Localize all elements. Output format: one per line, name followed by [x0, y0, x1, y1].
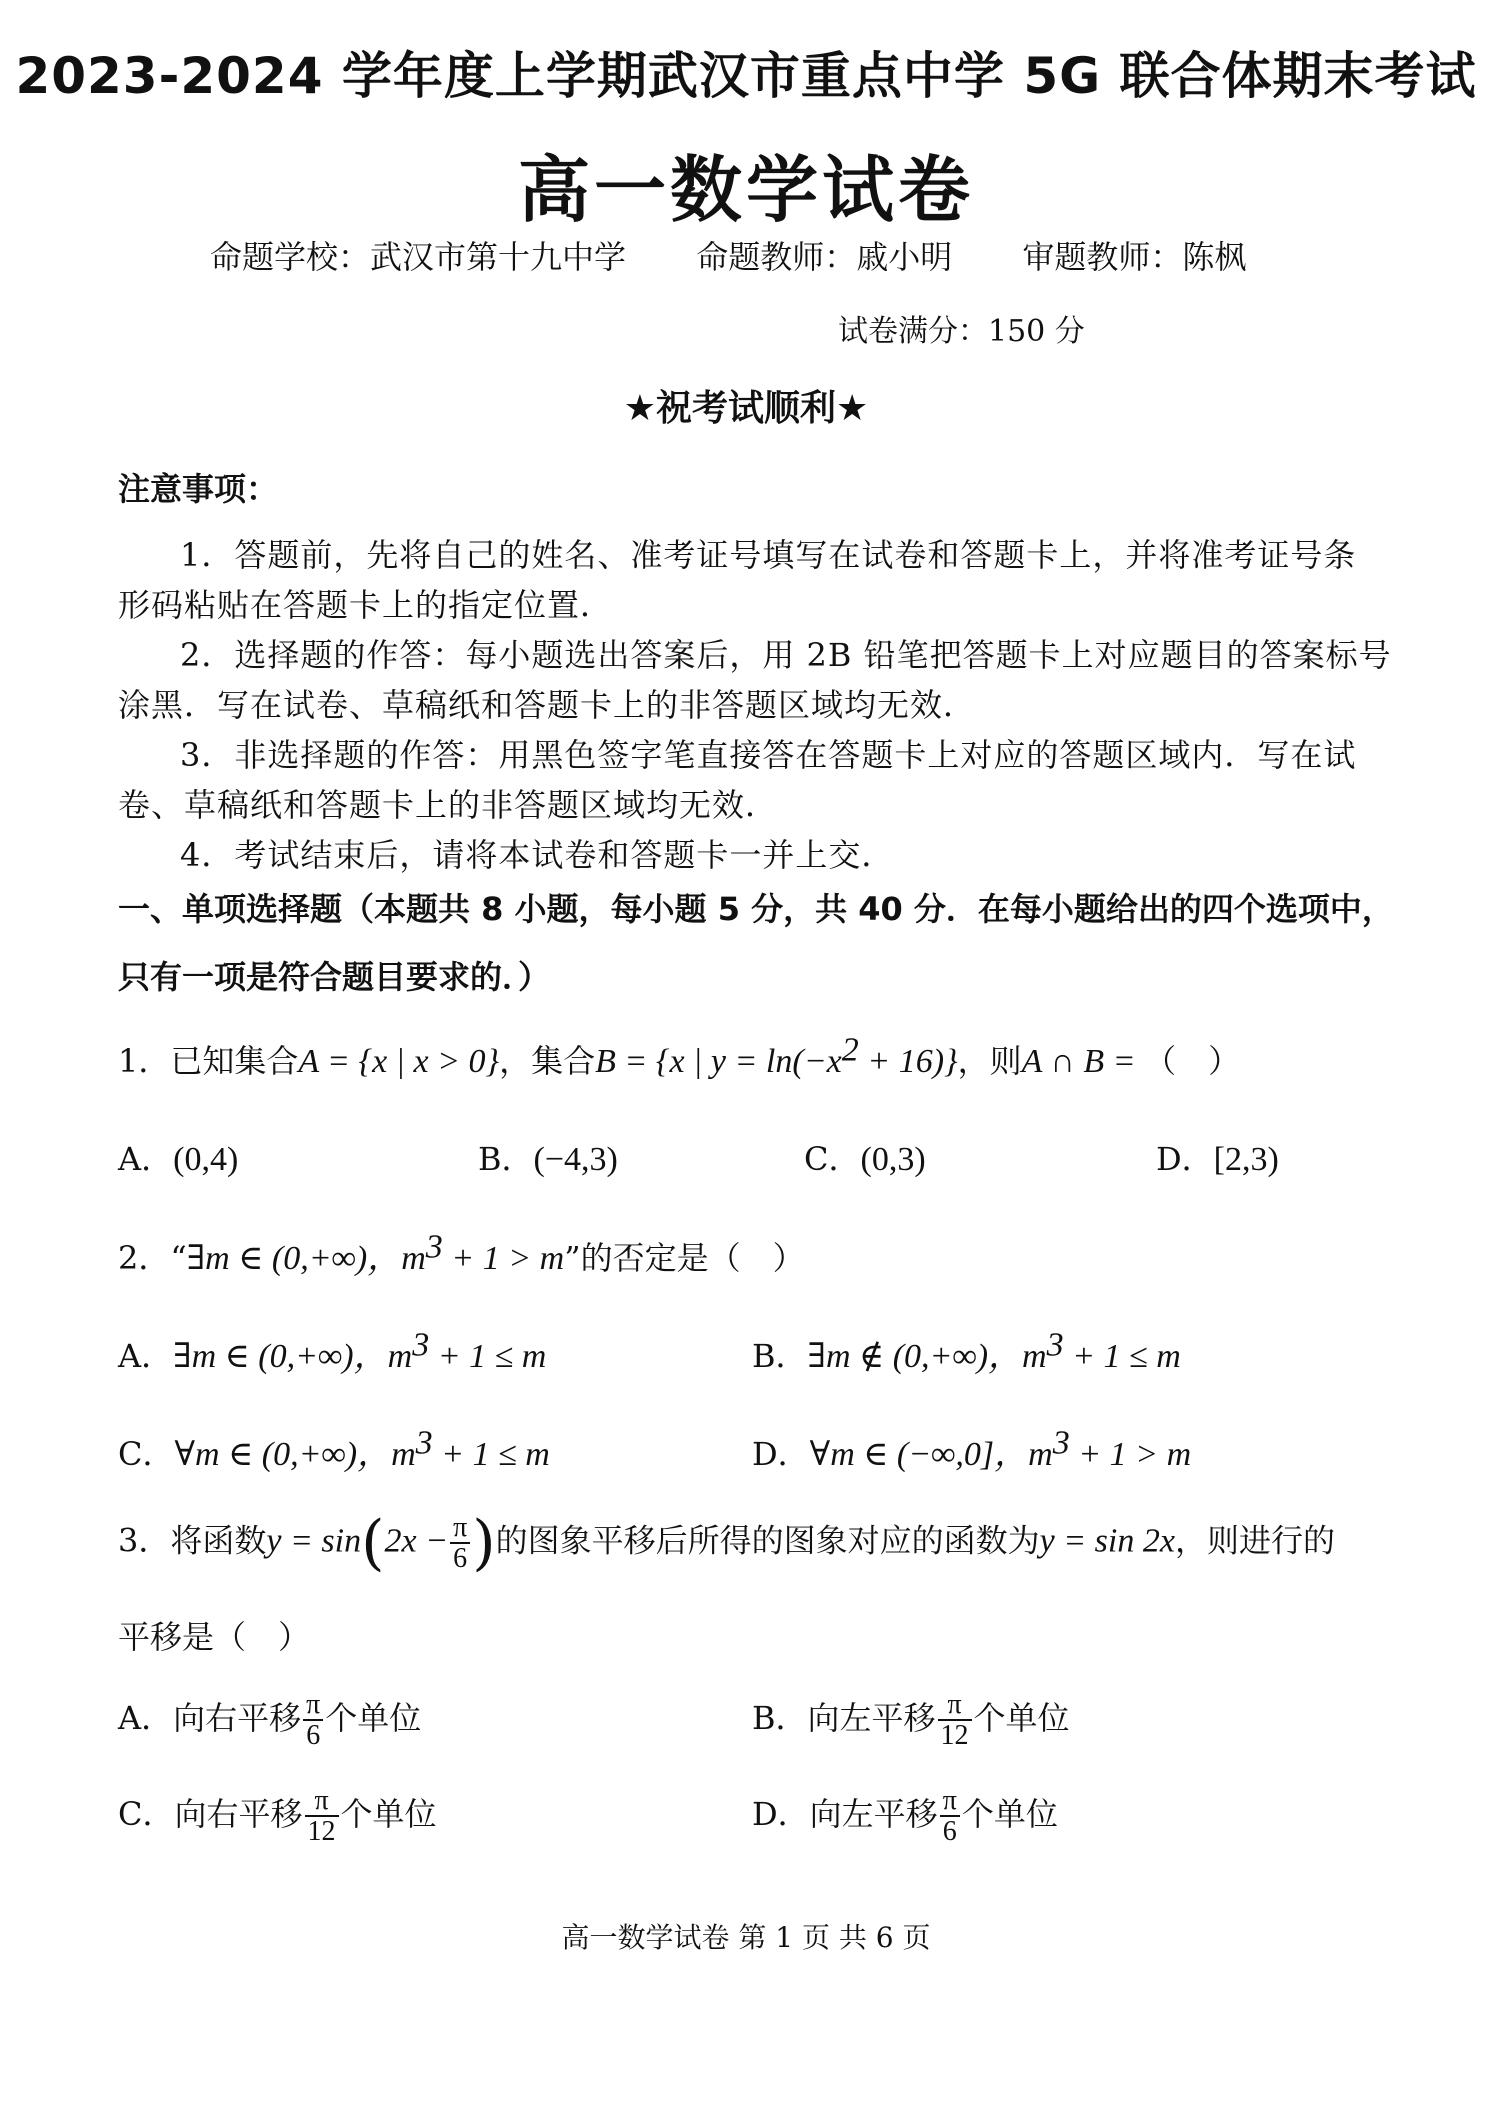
math-expression: + 16)}: [858, 1043, 958, 1080]
option-text: 向右平移: [173, 1698, 302, 1737]
fraction-numerator: π: [450, 1513, 470, 1544]
option-a: [118, 1328, 546, 1377]
math-expression: 2x −: [384, 1522, 449, 1560]
question-2: [118, 1230, 805, 1279]
option-value: m: [1022, 1338, 1047, 1375]
option-b: [752, 1690, 1070, 1751]
option-value: ∀m ∈ (0,+∞)，: [174, 1436, 392, 1473]
setter-teacher: 命题教师：戚小明: [696, 238, 953, 276]
question-text: 1．已知集合: [118, 1042, 299, 1080]
fraction-denominator: 6: [306, 1720, 321, 1752]
option-value: m: [1028, 1436, 1053, 1473]
option-a: [118, 1690, 421, 1751]
option-letter: B．: [478, 1140, 534, 1178]
notice-line: 2．选择题的作答：每小题选出答案后，用 2B 铅笔把答题卡上对应题目的答案标号: [180, 636, 1392, 674]
option-d: [752, 1786, 1058, 1847]
fraction: [450, 1513, 470, 1574]
math-expression: B = {x | y = ln(−x: [595, 1043, 842, 1080]
page-footer: 高一数学试卷 第 1 页 共 6 页: [561, 1921, 931, 1954]
exponent: 2: [841, 1031, 859, 1069]
fraction-numerator: π: [305, 1786, 339, 1817]
option-b: [478, 1134, 618, 1180]
option-value: + 1 > m: [1069, 1436, 1192, 1473]
option-value: (−4,3): [533, 1141, 618, 1178]
option-text: 个单位: [973, 1698, 1070, 1737]
fraction: [305, 1786, 339, 1847]
option-text: 向右平移: [174, 1794, 303, 1833]
math-expression: y = sin: [266, 1522, 362, 1560]
question-text: 2．“: [118, 1239, 187, 1277]
question-text: ，则进行的: [1174, 1521, 1335, 1560]
math-expression: A ∩ B =: [1021, 1043, 1145, 1080]
fraction-numerator: π: [938, 1690, 972, 1721]
fraction-numerator: π: [303, 1690, 323, 1721]
question-text: 的图象平移后所得的图象对应的函数为: [495, 1521, 1040, 1560]
question-1: [118, 1031, 1241, 1082]
option-text: 向左平移: [809, 1794, 938, 1833]
option-letter: A．: [118, 1140, 174, 1178]
notice-line: 涂黑．写在试卷、草稿纸和答题卡上的非答题区域均无效．: [118, 686, 977, 724]
math-expression: A = {x | x > 0}: [298, 1043, 500, 1080]
notice-line: 卷、草稿纸和答题卡上的非答题区域均无效．: [118, 786, 779, 824]
option-c: [804, 1134, 926, 1180]
full-score: 试卷满分：150 分: [838, 314, 1085, 349]
exponent: 3: [1052, 1424, 1070, 1462]
option-text: 个单位: [961, 1794, 1058, 1833]
option-value: m: [387, 1338, 413, 1375]
notice-line: 4．考试结束后，请将本试卷和答题卡一并上交．: [180, 836, 895, 874]
math-expression: m: [401, 1240, 426, 1277]
exponent: 3: [425, 1228, 443, 1266]
option-c: [118, 1786, 437, 1847]
fraction: [940, 1786, 960, 1847]
question-text: ，集合: [499, 1042, 596, 1080]
option-d: [752, 1426, 1191, 1475]
fraction-denominator: 6: [453, 1543, 468, 1574]
question-text: ，则: [957, 1042, 1022, 1080]
fraction: [303, 1690, 323, 1751]
option-value: ∃m ∉ (0,+∞)，: [807, 1338, 1023, 1375]
option-text: 向左平移: [807, 1698, 936, 1737]
option-value: + 1 ≤ m: [432, 1436, 550, 1473]
notice-heading: 注意事项：: [118, 470, 279, 508]
exam-title: 2023-2024 学年度上学期武汉市重点中学 5G 联合体期末考试: [15, 47, 1477, 105]
fraction-denominator: 12: [940, 1720, 969, 1752]
exponent: 3: [1046, 1326, 1064, 1364]
option-c: [118, 1426, 550, 1475]
section-heading: 一、单项选择题（本题共 8 小题，每小题 5 分，共 40 分．在每小题给出的四个选项中，: [118, 890, 1394, 928]
option-letter: D．: [752, 1435, 810, 1473]
option-letter: C．: [804, 1140, 861, 1178]
option-value: ∀m ∈ (−∞,0]，: [809, 1436, 1029, 1473]
option-d: [1156, 1134, 1279, 1180]
question-3-cont: 平移是（ ）: [118, 1618, 311, 1656]
option-value: (0,3): [860, 1141, 926, 1178]
option-b: [752, 1328, 1181, 1377]
fraction-numerator: π: [940, 1786, 960, 1817]
option-value: ∃m ∈ (0,+∞)，: [173, 1338, 388, 1375]
option-letter: A．: [118, 1337, 174, 1375]
exam-meta: [210, 232, 1306, 278]
question-3: [118, 1508, 1335, 1578]
math-expression: ∃m ∈ (0,+∞)，: [186, 1240, 402, 1277]
question-text: 3．将函数: [118, 1521, 267, 1560]
option-a: [118, 1134, 238, 1180]
section-heading-cont: 只有一项是符合题目要求的．）: [118, 958, 551, 996]
setting-school: 命题学校：武汉市第十九中学: [210, 238, 627, 276]
option-text: 个单位: [325, 1698, 422, 1737]
exponent: 3: [415, 1424, 433, 1462]
fraction-denominator: 6: [942, 1816, 957, 1848]
option-value: m: [391, 1436, 416, 1473]
notice-line: 1．答题前，先将自己的姓名、准考证号填写在试卷和答题卡上，并将准考证号条: [180, 536, 1357, 574]
notice-line: 形码粘贴在答题卡上的指定位置．: [118, 586, 614, 624]
option-letter: B．: [752, 1698, 808, 1737]
option-value: + 1 ≤ m: [1063, 1338, 1181, 1375]
option-letter: C．: [118, 1435, 175, 1473]
math-expression: y = sin 2x: [1039, 1522, 1175, 1560]
reviewer-teacher: 审题教师：陈枫: [1022, 238, 1247, 276]
exponent: 3: [412, 1326, 430, 1364]
option-text: 个单位: [340, 1794, 437, 1833]
option-value: (0,4): [173, 1141, 239, 1178]
question-text: ”的否定是（ ）: [564, 1239, 805, 1277]
left-paren: (: [361, 1508, 385, 1578]
subject-title: 高一数学试卷: [517, 147, 974, 232]
notice-line: 3．非选择题的作答：用黑色签字笔直接答在答题卡上对应的答题区域内．写在试: [180, 736, 1357, 774]
math-expression: + 1 > m: [442, 1240, 565, 1277]
option-letter: B．: [752, 1337, 808, 1375]
option-letter: D．: [1156, 1140, 1214, 1178]
option-letter: C．: [118, 1794, 175, 1833]
option-value: [2,3): [1213, 1141, 1279, 1178]
option-letter: A．: [118, 1698, 174, 1737]
fraction-denominator: 12: [307, 1816, 336, 1848]
option-letter: D．: [752, 1794, 810, 1833]
right-paren: ): [472, 1508, 496, 1578]
good-luck-banner: ★祝考试顺利★: [623, 388, 869, 429]
answer-blank: （ ）: [1144, 1042, 1241, 1080]
fraction: [938, 1690, 972, 1751]
option-value: + 1 ≤ m: [429, 1338, 547, 1375]
